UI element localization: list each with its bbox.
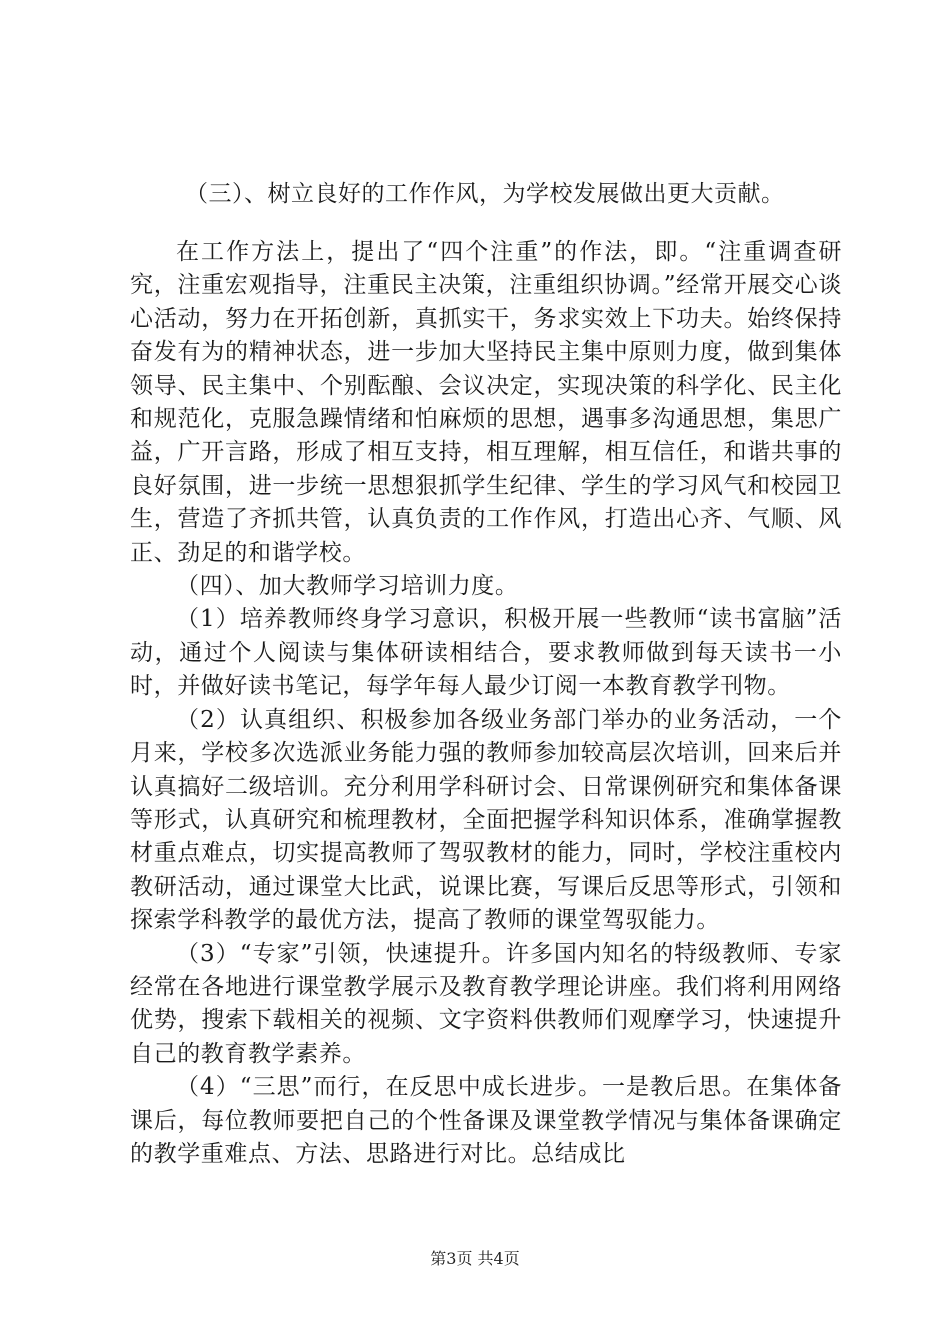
paragraph-section-four-title: （四）、加大教师学习培训力度。 <box>176 573 519 600</box>
section-heading: （三）、树立良好的工作作风，为学校发展做出更大贡献。 <box>185 181 785 207</box>
paragraph-item-1: （1）培养教师终身学习意识，积极开展一些教师“读书富脑”活动，通过个人阅读与集体研读相结合，要求教师做到每天读书一小时，并做好读书笔记，每学年每人最少订阅一本教育教学刊物。 <box>130 606 842 700</box>
paragraph-item-2: （2）认真组织、积极参加各级业务部门举办的业务活动，一个月来，学校多次选派业务能力强的教师参加较高层次培训，回来后并认真搞好二级培训。充分利用学科研讨会、日常课例研究和集体备课等形式，认真研究和梳理教材，全面把握学科知识体系，准确掌握教材重点难点，切实提高教师了驾驭教材的能力，同时，学校注重校内教研活动，通过课堂大比武，说课比赛，写课后反思等形式，引领和探索学科教学的最优方法，提高了教师的课堂驾驭能力。 <box>130 706 842 934</box>
document-body <box>130 236 842 1171</box>
page-number-footer: 第3页 共4页 <box>430 1249 520 1268</box>
paragraph-item-4: （4）“三思”而行，在反思中成长进步。一是教后思。在集体备课后，每位教师要把自己的个性备课及课堂教学情况与集体备课确定的教学重难点、方法、思路进行对比。总结成比 <box>130 1074 842 1167</box>
paragraph-item-3: （3）“专家”引领，快速提升。许多国内知名的特级教师、专家经常在各地进行课堂教学展示及教育教学理论讲座。我们将利用网络优势，搜索下载相关的视频、文字资料供教师们观摩学习，快速提升自己的教育教学素养。 <box>130 940 842 1067</box>
paragraph-work-style: 在工作方法上，提出了“四个注重”的作法，即。“注重调查研究，注重宏观指导，注重民主决策，注重组织协调。”经常开展交心谈心活动，努力在开拓创新，真抓实干，务求实效上下功夫。始终保持奋发有为的精神状态，进一步加大坚持民主集中原则力度，做到集体领导、民主集中、个别酝酿、会议决定，实现决策的科学化、民主化和规范化，克服急躁情绪和怕麻烦的思想，遇事多沟通思想，集思广益，广开言路，形成了相互支持，相互理解，相互信任，和谐共事的良好氛围，进一步统一思想狠抓学生纪律、学生的学习风气和校园卫生，营造了齐抓共管，认真负责的工作作风，打造出心齐、气顺、风正、劲足的和谐学校。 <box>130 239 842 566</box>
